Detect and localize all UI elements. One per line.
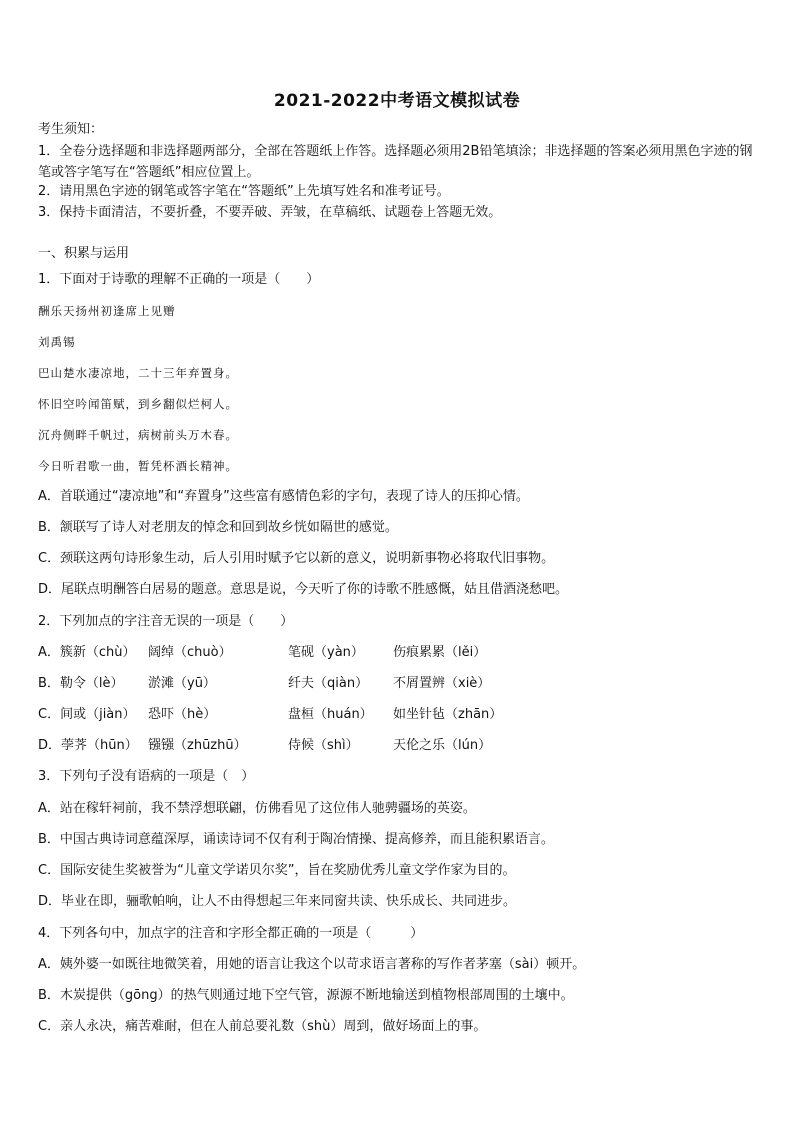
option-term: 伤痕累累（lěi） (393, 645, 487, 660)
option-term: 阔绰（chuò） (148, 645, 232, 660)
question-4-option-a: A．姨外婆一如既往地微笑着，用她的语言让我这个以苛求语言著称的写作者茅塞（sài）顿开。 (38, 957, 586, 972)
option-term: 恐吓（hè） (148, 707, 217, 722)
question-3-stem: 3．下列句子没有语病的一项是（ ） (38, 769, 255, 784)
section-heading: 一、积累与运用 (38, 246, 130, 261)
option-term: 纤夫（qiàn） (288, 676, 369, 691)
option-term: C．间或（jiàn） (38, 707, 136, 722)
option-term: 笔砚（yàn） (288, 645, 364, 660)
option-term: 淤滩（yū） (148, 676, 216, 691)
question-1-option-b: B．颔联写了诗人对老朋友的悼念和回到故乡恍如隔世的感觉。 (38, 520, 398, 535)
question-2-option-c (38, 705, 760, 725)
question-2-option-a (38, 643, 760, 663)
poem-line: 怀旧空吟闻笛赋，到乡翻似烂柯人。 (38, 397, 238, 411)
option-term: 如坐针毡（zhān） (393, 707, 503, 722)
question-3-option-c: C．国际安徒生奖被誉为“儿童文学诺贝尔奖”，旨在奖励优秀儿童文学作家为目的。 (38, 863, 516, 878)
poem-author: 刘禹锡 (38, 335, 76, 349)
question-3-option-b: B．中国古典诗词意蕴深厚，诵读诗词不仅有利于陶冶情操、提高修养，而且能积累语言。 (38, 832, 554, 847)
question-1-option-c: C．颈联这两句诗形象生动，后人引用时赋予它以新的意义，说明新事物必将取代旧事物。 (38, 551, 555, 566)
option-term: B．勒令（lè） (38, 676, 124, 691)
poem-title: 酬乐天扬州初逢席上见赠 (38, 304, 176, 318)
notice-item-2: 2．请用黑色字迹的钢笔或答字笔在“答题纸”上先填写姓名和准考证号。 (38, 184, 450, 199)
question-4-stem: 4．下列各句中，加点字的注音和字形全都正确的一项是（ ） (38, 926, 424, 941)
poem-line: 沉舟侧畔千帆过，病树前头万木春。 (38, 428, 238, 442)
option-term: 天伦之乐（lún） (393, 738, 492, 753)
option-term: 盘桓（huán） (288, 707, 373, 722)
question-4-option-c: C．亲人永决，痛苦难耐，但在人前总要礼数（shù）周到，做好场面上的事。 (38, 1019, 487, 1034)
option-term: 镪镪（zhūzhū） (148, 738, 247, 753)
option-term: 侍候（shì） (288, 738, 359, 753)
question-4-option-b: B．木炭提供（gōng）的热气则通过地下空气管，源源不断地输送到植物根部周围的土壤中。 (38, 988, 574, 1003)
option-term: 不屑置辨（xiè） (393, 676, 491, 691)
notice-item-3: 3．保持卡面清洁，不要折叠，不要弄破、弄皱，在草稿纸、试题卷上答题无效。 (38, 205, 502, 220)
question-2-option-d (38, 736, 760, 756)
notice-item-1: 1．全卷分选择题和非选择题两部分，全部在答题纸上作答。选择题必须用2B铅笔填涂；非选择题的答案必须用黑色字迹的钢笔或答字笔写在“答题纸”相应位置上。 (38, 144, 753, 180)
question-2-option-b (38, 674, 760, 694)
option-term: D．荸荠（hūn） (38, 738, 138, 753)
question-1-option-a: A．首联通过“凄凉地”和“弃置身”这些富有感情色彩的字句，表现了诗人的压抑心情。 (38, 489, 529, 504)
question-3-option-d: D．毕业在即，骊歌帕响，让人不由得想起三年来同窗共读、快乐成长、共同进步。 (38, 894, 517, 909)
question-2-stem: 2．下列加点的字注音无误的一项是（ ） (38, 614, 294, 629)
poem-line: 巴山楚水凄凉地，二十三年弃置身。 (38, 366, 238, 380)
notice-heading: 考生须知： (38, 122, 104, 137)
question-1-option-d: D．尾联点明酬答白居易的题意。意思是说，今天听了你的诗歌不胜感慨，姑且借酒浇愁吧。 (38, 582, 569, 597)
question-3-option-a: A．站在稼轩祠前，我不禁浮想联翩，仿佛看见了这位伟人驰骋疆场的英姿。 (38, 801, 476, 816)
question-1-stem: 1．下面对于诗歌的理解不正确的一项是（ ） (38, 272, 320, 287)
option-term: A．簇新（chù） (38, 645, 136, 660)
poem-line: 今日听君歌一曲，暂凭杯酒长精神。 (38, 459, 238, 473)
page-title: 2021-2022中考语文模拟试卷 (273, 91, 521, 111)
